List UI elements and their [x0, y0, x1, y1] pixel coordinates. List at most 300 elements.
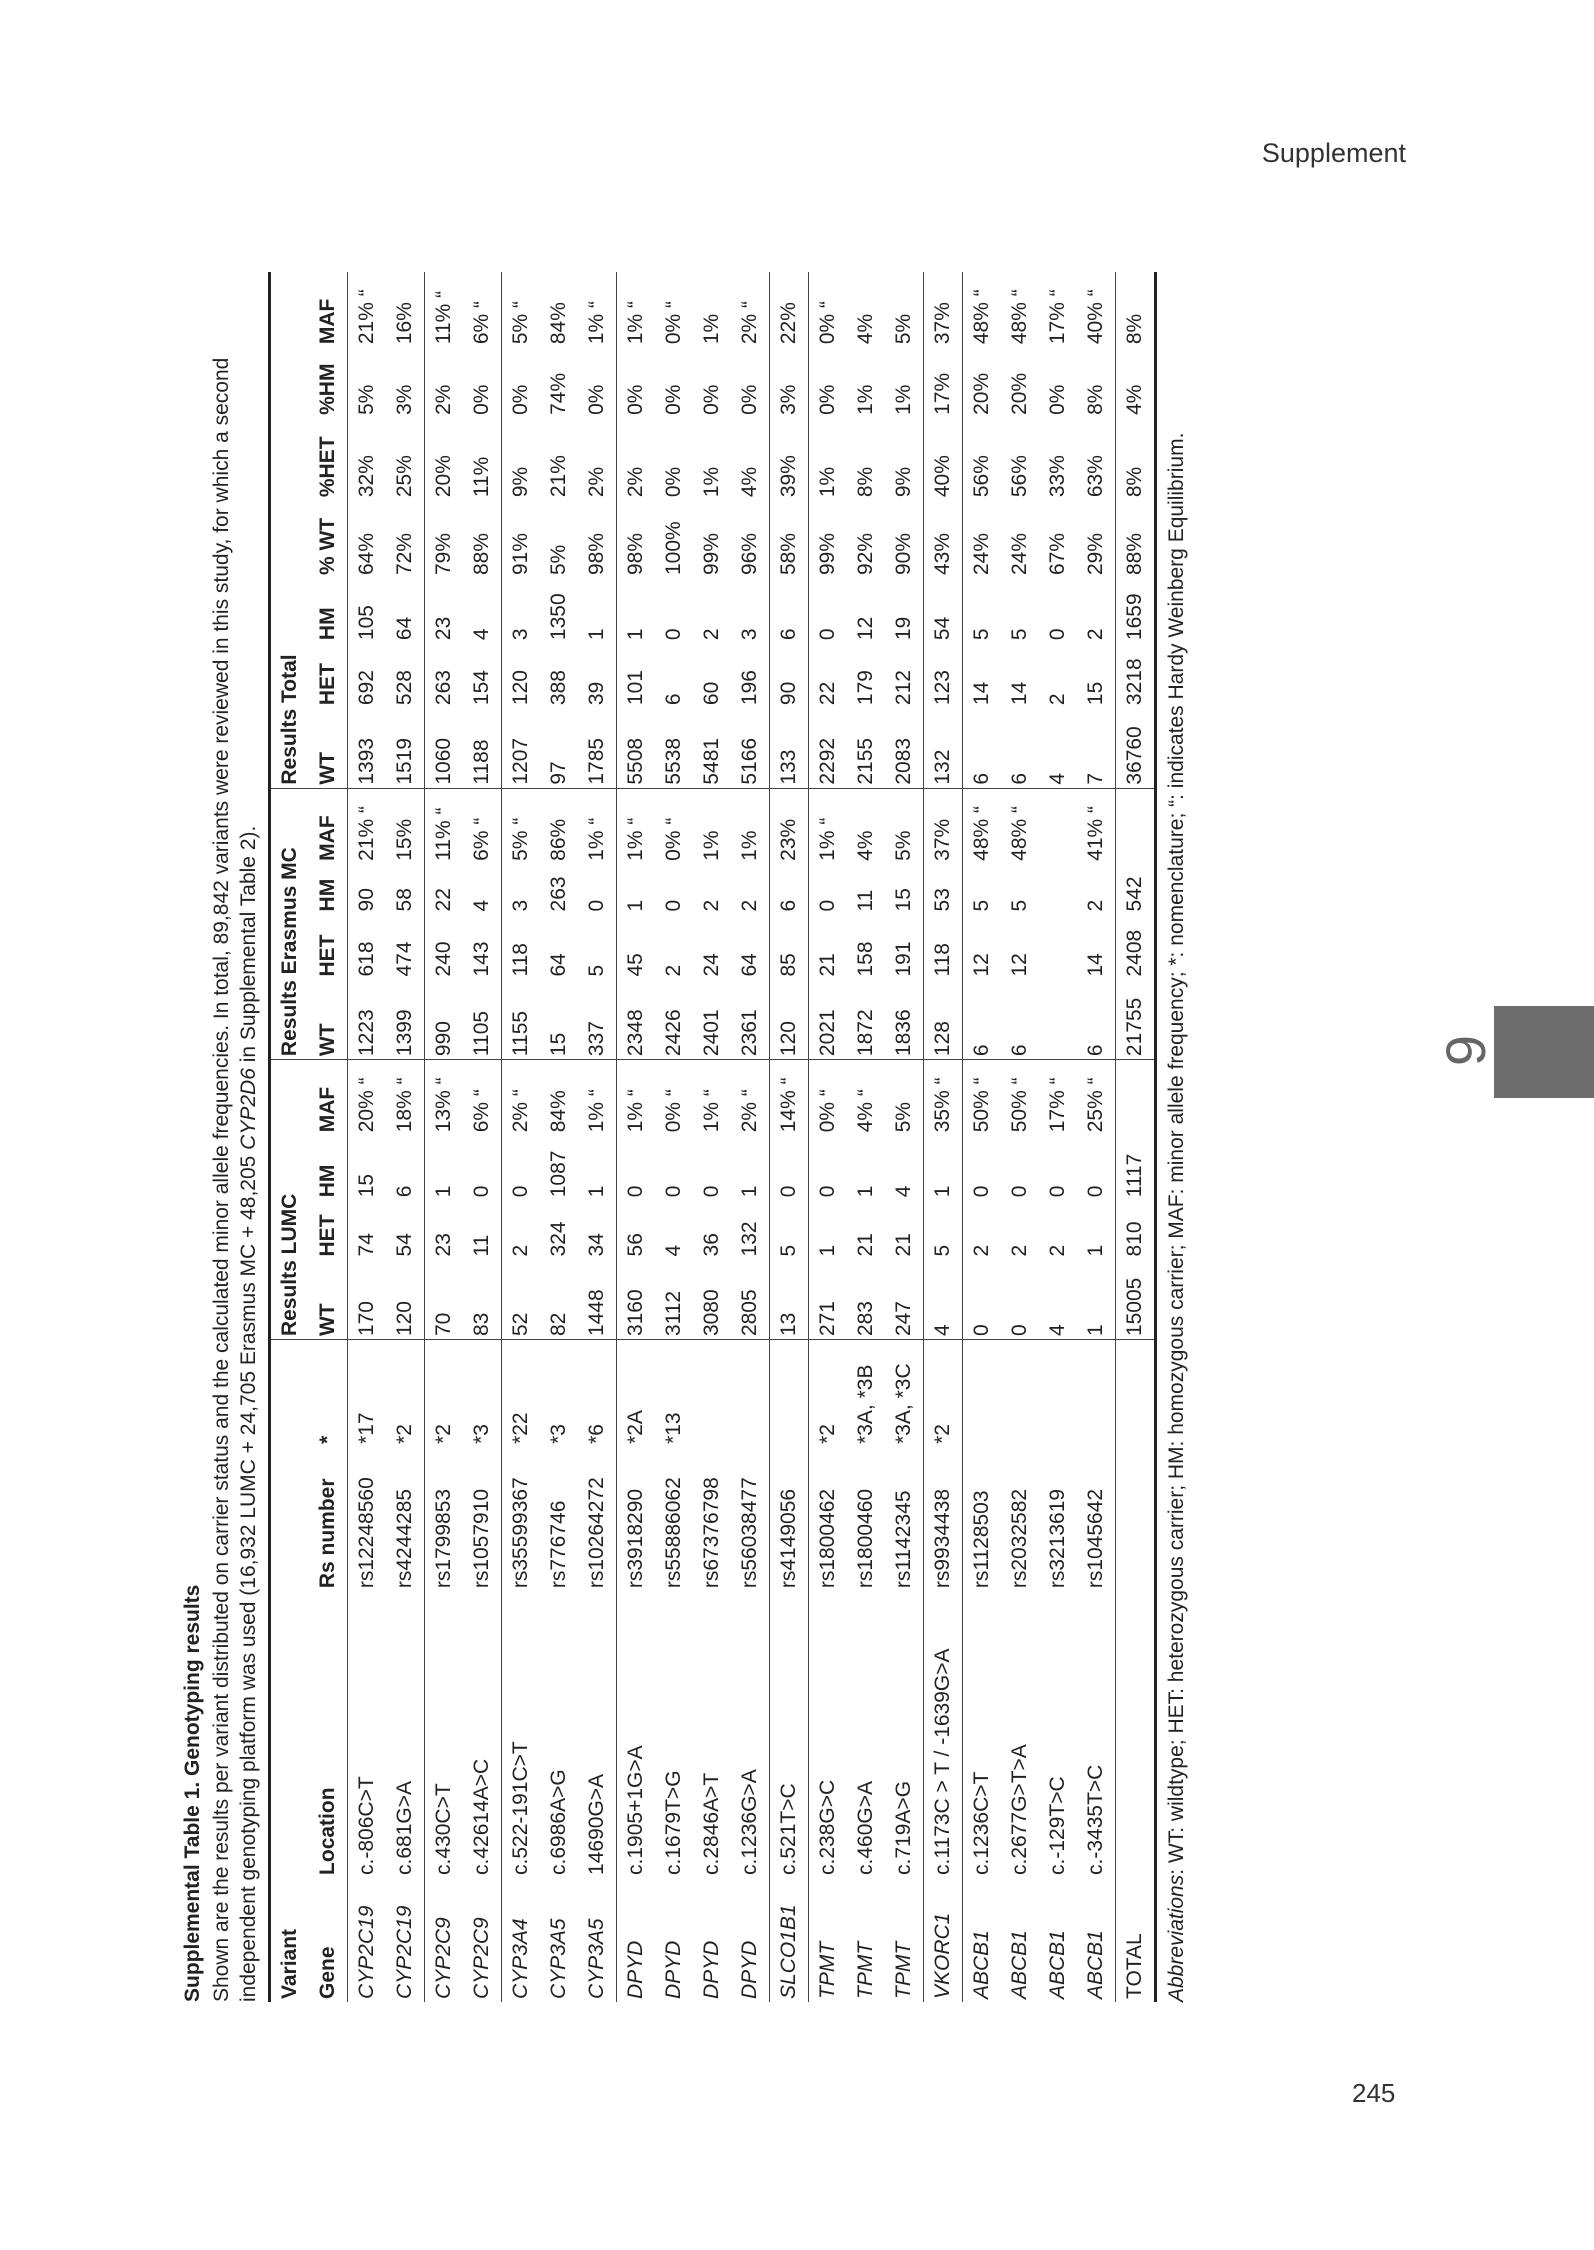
table-cell: 4%: [854, 313, 877, 345]
table-cell: 133: [770, 708, 809, 788]
table-cell: 120: [393, 1301, 416, 1337]
group-header-row: [270, 272, 310, 2002]
table-cell: c.522-191C>T: [502, 1591, 541, 1878]
table-cell: 1% “: [693, 1060, 731, 1136]
table-cell: rs1800462: [809, 1447, 848, 1591]
total-cell: 21755: [1116, 980, 1156, 1060]
table-cell: 1: [1084, 1244, 1107, 1257]
column-header: % WT: [309, 500, 348, 578]
column-header: WT: [309, 980, 348, 1060]
table-cell: 20%: [425, 418, 464, 500]
group-header-lumc: Results LUMC: [270, 1060, 310, 1340]
table-cell: 1105: [470, 1010, 493, 1057]
table-cell: 2: [502, 1200, 541, 1259]
table-cell: 1% “: [617, 272, 656, 347]
table-cell: rs1045642: [1084, 1488, 1107, 1589]
table-cell: *2: [809, 1340, 848, 1447]
table-cell: 29%: [1084, 533, 1107, 576]
gene-cell: CYP3A5: [547, 1918, 570, 1999]
table-cell: 19: [892, 616, 915, 641]
table-cell: 5481: [700, 737, 723, 785]
table-cell: 263: [547, 876, 570, 912]
table-cell: [1039, 980, 1077, 1060]
column-header: MAF: [309, 788, 348, 864]
table-cell: 1: [738, 1185, 761, 1198]
table-cell: 11: [470, 1234, 493, 1257]
table-cell: 86%: [540, 788, 578, 864]
table-cell: 1087: [547, 1150, 570, 1198]
table-cell: 5538: [662, 737, 685, 785]
table-cell: 13% “: [425, 1060, 464, 1136]
table-cell: 2: [1008, 1244, 1031, 1257]
table-row: [924, 272, 963, 2002]
table-cell: rs1057910: [470, 1488, 493, 1589]
table-cell: 2: [963, 1200, 1002, 1259]
table-cell: 6: [393, 1185, 416, 1198]
table-cell: 2: [700, 628, 723, 641]
table-cell: [1039, 914, 1077, 979]
table-cell: 5%: [547, 544, 570, 576]
table-cell: 56%: [1008, 455, 1031, 498]
total-cell: 3218: [1116, 643, 1156, 708]
table-cell: 6: [963, 708, 1002, 788]
table-cell: rs4244285: [393, 1488, 416, 1589]
table-cell: c.1173C > T / -1639G>A: [924, 1591, 963, 1878]
table-cell: rs35599367: [502, 1447, 541, 1591]
table-cell: c.238G>C: [809, 1591, 848, 1878]
table-row: [1001, 272, 1039, 2002]
rotated-table-block: [180, 270, 1330, 2002]
table-cell: 5%: [348, 347, 387, 418]
table-cell: 120: [770, 980, 809, 1060]
table-cell: 0%: [809, 347, 848, 418]
table-cell: 0: [662, 899, 685, 912]
table-cell: 0: [585, 899, 608, 912]
table-cell: 5: [1008, 899, 1031, 912]
table-cell: 0: [662, 1185, 685, 1198]
table-cell: 54: [924, 578, 963, 643]
table-cell: 16%: [393, 302, 416, 345]
table-cell: 7: [1084, 772, 1107, 785]
table-cell: 1872: [854, 1009, 877, 1057]
table-cell: [731, 1340, 770, 1447]
table-cell: 72%: [393, 533, 416, 576]
table-cell: 1%: [700, 466, 723, 498]
running-header: Supplement: [1261, 138, 1406, 168]
table-cell: 12: [854, 616, 877, 641]
gene-cell: TPMT: [809, 1878, 848, 2002]
table-cell: 11% “: [425, 272, 464, 347]
table-cell: 0: [809, 1135, 848, 1200]
table-cell: 1: [924, 1135, 963, 1200]
table-cell: *3: [463, 1340, 502, 1447]
table-cell: rs1799853: [425, 1447, 464, 1591]
table-cell: 6% “: [463, 1060, 502, 1136]
table-cell: 21% “: [348, 272, 387, 347]
table-cell: rs1128503: [963, 1447, 1002, 1591]
table-cell: 41% “: [1077, 788, 1116, 864]
table-cell: *6: [578, 1340, 617, 1447]
table-cell: 1: [854, 1185, 877, 1198]
table-cell: 1223: [348, 980, 387, 1060]
table-cell: 84%: [547, 302, 570, 345]
table-cell: 0% “: [655, 788, 693, 864]
table-cell: 2: [700, 899, 723, 912]
table-cell: 15: [1084, 681, 1107, 706]
table-cell: 82: [547, 1312, 570, 1337]
table-cell: 118: [924, 914, 963, 979]
table-cell: 4%: [847, 788, 885, 864]
total-cell: 4%: [1116, 347, 1156, 418]
table-cell: 25%: [393, 455, 416, 498]
table-cell: 0%: [1046, 384, 1069, 415]
total-cell: [1116, 788, 1156, 864]
table-cell: 1% “: [809, 788, 848, 864]
table-cell: 132: [924, 708, 963, 788]
table-cell: 6: [662, 693, 685, 706]
table-cell: 1% “: [578, 1060, 617, 1136]
table-cell: rs1800460: [854, 1488, 877, 1589]
table-cell: 0: [470, 1185, 493, 1198]
table-body: [348, 272, 1156, 2002]
table-cell: rs2032582: [1008, 1488, 1031, 1589]
table-cell: rs9934438: [924, 1447, 963, 1591]
table-cell: 9%: [892, 466, 915, 498]
table-cell: c.719A>G: [892, 1780, 915, 1875]
table-cell: 1207: [502, 708, 541, 788]
table-cell: 240: [425, 914, 464, 979]
table-cell: 0: [1046, 628, 1069, 641]
table-cell: 24%: [1008, 533, 1031, 576]
table-cell: c.1905+1G>A: [617, 1591, 656, 1878]
table-cell: 2: [1046, 1244, 1069, 1257]
page-number: 245: [1352, 2078, 1396, 2108]
table-cell: 474: [393, 941, 416, 977]
table-cell: 92%: [854, 533, 877, 576]
group-header-variant: Variant: [270, 1340, 310, 2002]
gene-cell: CYP2C9: [425, 1878, 464, 2002]
table-cell: 1: [585, 628, 608, 641]
table-cell: 21: [809, 914, 848, 979]
table-cell: 2083: [892, 737, 915, 785]
table-cell: 34: [585, 1233, 608, 1257]
total-cell: 810: [1116, 1200, 1156, 1259]
table-cell: 212: [892, 670, 915, 706]
table-cell: 0: [700, 1185, 723, 1198]
table-cell: 40%: [924, 418, 963, 500]
column-header: *: [309, 1340, 348, 1447]
table-cell: 118: [502, 914, 541, 979]
table-cell: 35% “: [924, 1060, 963, 1136]
table-cell: 6: [770, 578, 809, 643]
table-cell: 2348: [617, 980, 656, 1060]
table-cell: 18% “: [386, 1060, 425, 1136]
table-cell: 79%: [425, 500, 464, 578]
abbrev-label: Abbreviations: [1165, 1874, 1188, 2002]
table-cell: 1: [1084, 1324, 1107, 1337]
table-cell: *3: [540, 1340, 578, 1447]
table-cell: 1% “: [617, 788, 656, 864]
table-cell: 20%: [1008, 372, 1031, 415]
table-cell: *2: [425, 1340, 464, 1447]
table-cell: 11%: [470, 456, 493, 498]
total-cell: 36760: [1116, 708, 1156, 788]
table-cell: 101: [617, 643, 656, 708]
table-cell: 170: [348, 1259, 387, 1339]
column-header: Gene: [309, 1878, 348, 2002]
table-cell: 990: [425, 980, 464, 1060]
table-cell: 4: [1046, 772, 1069, 785]
table-cell: 2: [1084, 899, 1107, 912]
table-cell: 56: [617, 1200, 656, 1259]
table-cell: rs56038477: [738, 1477, 761, 1589]
table-cell: 21: [854, 1233, 877, 1257]
table-row: [693, 272, 731, 2002]
table-cell: 0: [1046, 1185, 1069, 1198]
table-row: [655, 272, 693, 2002]
table-cell: 1188: [470, 739, 493, 785]
table-cell: 60: [700, 681, 723, 706]
gene-cell: CYP2C19: [393, 1905, 416, 1999]
table-cell: 2%: [585, 466, 608, 498]
table-cell: 2805: [738, 1289, 761, 1337]
table-cell: 11% “: [425, 788, 464, 864]
table-cell: 196: [738, 670, 761, 706]
table-cell: 64%: [348, 500, 387, 578]
table-cell: 90: [348, 864, 387, 915]
table-cell: 8%: [1084, 384, 1107, 415]
table-cell: 5% “: [502, 272, 541, 347]
table-cell: 3: [502, 578, 541, 643]
table-cell: 22: [425, 864, 464, 915]
column-header-row: [309, 272, 348, 2002]
table-cell: 21% “: [348, 788, 387, 864]
table-cell: 21: [892, 1233, 915, 1257]
table-cell: [1039, 1340, 1077, 1447]
table-cell: 12: [1008, 953, 1031, 977]
table-cell: 128: [924, 980, 963, 1060]
column-header: HM: [309, 1135, 348, 1200]
table-cell: 388: [547, 670, 570, 706]
table-cell: 50% “: [963, 1060, 1002, 1136]
column-header: HM: [309, 864, 348, 915]
column-header: HET: [309, 1200, 348, 1259]
total-cell: 2408: [1116, 914, 1156, 979]
table-cell: 6: [1008, 772, 1031, 785]
table-cell: 1060: [425, 708, 464, 788]
table-cell: 105: [348, 578, 387, 643]
gene-cell: CYP2C19: [348, 1878, 387, 2002]
table-cell: 99%: [809, 500, 848, 578]
table-cell: 17%: [924, 347, 963, 418]
table-row: [540, 272, 578, 2002]
table-cell: 8%: [854, 466, 877, 498]
gene-cell: ABCB1: [1084, 1930, 1107, 1999]
table-cell: rs3918290: [617, 1447, 656, 1591]
table-cell: 1%: [693, 788, 731, 864]
table-cell: 1155: [502, 980, 541, 1060]
table-cell: 2: [1084, 628, 1107, 641]
table-cell: 74: [348, 1200, 387, 1259]
table-cell: 5166: [738, 737, 761, 785]
table-cell: 1%: [809, 418, 848, 500]
table-cell: 15: [892, 888, 915, 912]
table-cell: 6: [770, 864, 809, 915]
table-cell: 618: [348, 914, 387, 979]
gene-cell: ABCB1: [963, 1878, 1002, 2002]
table-cell: c.42614A>C: [470, 1758, 493, 1875]
column-header: HM: [309, 578, 348, 643]
table-cell: 6: [1008, 1044, 1031, 1057]
table-cell: c.1679T>G: [662, 1770, 685, 1875]
table-cell: 6% “: [470, 300, 493, 345]
table-row: [425, 272, 464, 2002]
table-cell: 271: [809, 1259, 848, 1339]
column-header: Location: [309, 1591, 348, 1878]
table-cell: 3112: [662, 1290, 685, 1337]
total-cell: 88%: [1116, 500, 1156, 578]
table-cell: 64: [393, 616, 416, 641]
table-cell: 191: [892, 941, 915, 977]
table-cell: 67%: [1046, 533, 1069, 576]
table-cell: 0: [502, 1135, 541, 1200]
table-cell: 6: [1084, 1044, 1107, 1057]
gene-cell: DPYD: [662, 1940, 685, 1999]
table-cell: [1001, 1340, 1039, 1447]
table-cell: 1: [617, 864, 656, 915]
table-cell: c.521T>C: [770, 1591, 809, 1878]
gene-cell: DPYD: [738, 1940, 761, 1999]
table-cell: 1393: [348, 708, 387, 788]
caption-italic: CYP2D6: [237, 1068, 260, 1150]
table-cell: 283: [854, 1301, 877, 1337]
table-cell: rs776746: [547, 1500, 570, 1589]
table-cell: 5: [963, 864, 1002, 915]
group-header-erasmus: Results Erasmus MC: [270, 788, 310, 1059]
column-header: HET: [309, 914, 348, 979]
table-cell: 23: [425, 578, 464, 643]
table-cell: 14690G>A: [585, 1773, 608, 1875]
table-cell: [770, 1340, 809, 1447]
table-cell: *2: [924, 1340, 963, 1447]
table-cell: 3%: [770, 347, 809, 418]
table-cell: 39%: [770, 418, 809, 500]
table-cell: 0%: [738, 384, 761, 415]
table-cell: rs67376798: [700, 1477, 723, 1589]
table-cell: 20% “: [348, 1060, 387, 1136]
table-cell: 158: [854, 941, 877, 977]
table-cell: 5% “: [502, 788, 541, 864]
table-cell: *2: [386, 1340, 425, 1447]
table-cell: 23%: [770, 788, 809, 864]
table-cell: 123: [924, 643, 963, 708]
table-cell: 0: [1008, 1324, 1031, 1337]
table-cell: 3160: [617, 1259, 656, 1339]
genotyping-table: [268, 272, 1157, 2002]
table-cell: 3080: [700, 1289, 723, 1337]
table-cell: 15%: [386, 788, 425, 864]
gene-cell: ABCB1: [1046, 1930, 1069, 1999]
table-cell: 1%: [854, 384, 877, 415]
table-cell: 0%: [700, 384, 723, 415]
table-cell: 263: [425, 643, 464, 708]
table-cell: c.-3435T>C: [1084, 1764, 1107, 1875]
table-cell: 4%: [738, 466, 761, 498]
table-cell: 53: [924, 864, 963, 915]
table-cell: 0%: [662, 466, 685, 498]
table-cell: 24: [700, 953, 723, 977]
table-cell: 37%: [924, 788, 963, 864]
table-cell: 88%: [470, 533, 493, 576]
table-cell: rs3213619: [1046, 1488, 1069, 1589]
gene-cell: SLCO1B1: [770, 1878, 809, 2002]
table-cell: 17% “: [1039, 1060, 1077, 1136]
table-cell: 11: [854, 889, 877, 912]
abbrev-text: : WT: wildtype; HET: heterozygous carrier; HM: homozygous carrier; MAF: minor allele frequency; *: nomenclature; “: indicates Hardy Weinberg Equilibrium.: [1165, 432, 1188, 1875]
table-cell: 3: [502, 864, 541, 915]
table-cell: 58: [393, 888, 416, 912]
table-cell: 5508: [617, 708, 656, 788]
table-cell: *2A: [617, 1340, 656, 1447]
table-cell: 4: [1046, 1324, 1069, 1337]
table-cell: 0%: [617, 347, 656, 418]
table-cell: 0: [809, 864, 848, 915]
table-cell: 97: [547, 761, 570, 785]
table-cell: 48% “: [1008, 289, 1031, 345]
table-cell: 48% “: [963, 788, 1002, 864]
table-row: [809, 272, 848, 2002]
table-cell: 91%: [502, 500, 541, 578]
total-cell: 1659: [1116, 578, 1156, 643]
table-cell: 5%: [892, 313, 915, 345]
table-cell: 0%: [470, 384, 493, 415]
table-cell: 1% “: [585, 300, 608, 345]
table-cell: 9%: [502, 418, 541, 500]
table-cell: 324: [547, 1221, 570, 1257]
total-cell: 542: [1116, 864, 1156, 915]
table-cell: 64: [547, 953, 570, 977]
table-cell: 5: [770, 1200, 809, 1259]
caption-text-1: Shown are the results per variant distributed on carrier status and the calculated minor allele frequencies. In total, 89,842 variants were reviewed in this study, for which a second independent genotyping platform was used (16,932 LUMC + 24,705 Erasmus MC + 48,205: [210, 357, 260, 2002]
table-cell: 0% “: [662, 300, 685, 345]
chapter-tab: [1494, 1006, 1594, 1098]
table-cell: 23: [425, 1200, 464, 1259]
table-cell: 0%: [585, 384, 608, 415]
table-cell: [1039, 864, 1077, 915]
table-cell: 0: [963, 1135, 1002, 1200]
table-cell: 1350: [547, 593, 570, 641]
table-cell: 43%: [924, 500, 963, 578]
table-row: [770, 272, 809, 2002]
table-cell: *22: [502, 1340, 541, 1447]
table-cell: 179: [854, 670, 877, 706]
table-cell: 2%: [617, 418, 656, 500]
table-cell: 24%: [963, 500, 1002, 578]
abbreviations-note: [1163, 274, 1190, 2002]
table-cell: c.2677G>T>A: [1008, 1744, 1031, 1875]
table-title: Supplemental Table 1. Genotyping results: [181, 1584, 204, 2002]
table-cell: 2401: [700, 1009, 723, 1057]
table-cell: 1836: [892, 1009, 915, 1057]
table-cell: 48% “: [1001, 788, 1039, 864]
column-header: Rs number: [309, 1447, 348, 1591]
column-header: WT: [309, 708, 348, 788]
table-cell: 1: [585, 1185, 608, 1198]
table-cell: 1: [425, 1135, 464, 1200]
table-cell: 0: [770, 1135, 809, 1200]
table-cell: 6: [963, 980, 1002, 1060]
table-cell: 37%: [924, 272, 963, 347]
